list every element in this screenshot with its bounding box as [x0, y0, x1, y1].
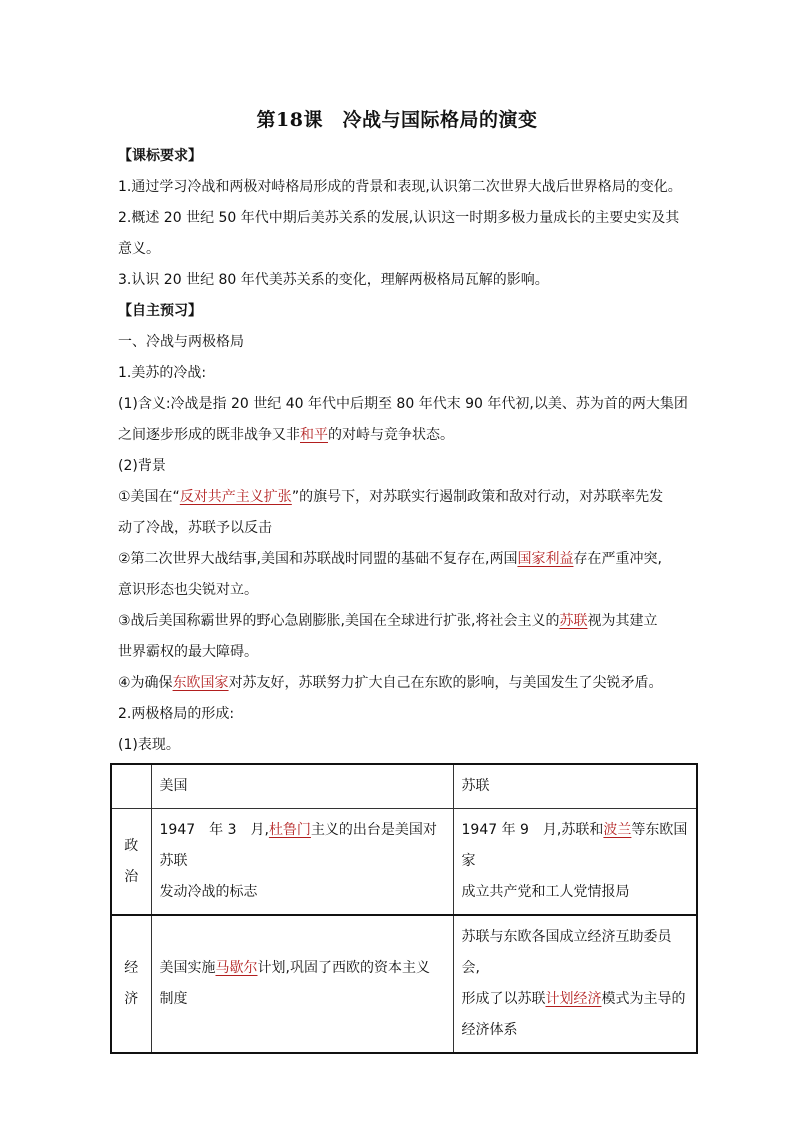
- table-header-su: 苏联: [453, 764, 697, 809]
- blank-answer: 东欧国家: [172, 675, 229, 691]
- cell-line: 苏联与东欧各国成立经济互助委员会,: [461, 929, 672, 976]
- blank-answer: 马歇尔: [215, 960, 258, 976]
- preview-heading: 【自主预习】: [118, 303, 202, 319]
- text: ”的旗号下，对苏联实行遏制政策和敌对行动，对苏联率先发: [291, 489, 664, 505]
- text: ③战后美国称霸世界的野心急剧膨胀,美国在全球进行扩张,将社会主义的: [118, 613, 560, 629]
- requirement-2-line1: 2.概述 20 世纪 50 年代中期后美苏关系的发展,认识这一时期多极力量成长的主要史实及其: [118, 210, 680, 226]
- blank-answer: 国家利益: [517, 551, 574, 567]
- item-2-heading: 2.两极格局的形成:: [118, 706, 235, 722]
- cell-line: [160, 953, 445, 984]
- text: 的对峙与竞争状态。: [328, 427, 454, 443]
- economy-su-cell: [453, 915, 697, 1053]
- cell-line: [462, 984, 689, 1015]
- requirement-2-line2: 意义。: [118, 241, 160, 257]
- text: 美国实施: [159, 960, 216, 976]
- table-row-politics: [111, 809, 697, 916]
- label-char: 济: [124, 991, 139, 1007]
- definition-line2: [118, 425, 454, 445]
- row-label-economy: [111, 915, 151, 1053]
- economy-us-cell: [151, 915, 453, 1053]
- part-1-heading: 一、冷战与两极格局: [118, 334, 244, 350]
- blank-answer: 反对共产主义扩张: [179, 489, 292, 505]
- politics-su-cell: [453, 809, 697, 916]
- text: ④为确保: [118, 675, 173, 691]
- text: 存在严重冲突,: [573, 551, 662, 567]
- requirements-heading: 【课标要求】: [118, 148, 202, 164]
- cell-line: 经济体系: [461, 1022, 518, 1038]
- label-char: 政: [124, 837, 139, 854]
- cell-line: [160, 815, 445, 877]
- text: 之间逐步形成的既非战争又非: [118, 427, 300, 443]
- requirement-1: 1.通过学习冷战和两极对峙格局形成的背景和表现,认识第二次世界大战后世界格局的变化。: [118, 179, 682, 195]
- cell-line: 发动冷战的标志: [159, 884, 258, 900]
- text: 形成了以苏联: [461, 991, 546, 1007]
- text: 计划,巩固了西欧的资本主义: [257, 960, 430, 976]
- background-3-line2: 世界霸权的最大障碍。: [118, 644, 258, 660]
- table-corner-cell: [111, 764, 151, 809]
- background-3-line1: [118, 611, 657, 631]
- comparison-table: [110, 763, 698, 1054]
- text: ①美国在“: [118, 489, 180, 505]
- cell-line: [462, 815, 689, 877]
- text: 等东欧国家: [461, 822, 688, 869]
- label-char: 治: [124, 868, 139, 885]
- item-1-heading: 1.美苏的冷战:: [118, 365, 207, 381]
- requirement-3: 3.认识 20 世纪 80 年代美苏关系的变化，理解两极格局瓦解的影响。: [118, 272, 549, 288]
- background-2-line1: [118, 549, 662, 569]
- blank-answer: 计划经济: [545, 991, 602, 1007]
- blank-answer: 杜鲁门: [268, 822, 311, 838]
- cell-line: 制度: [159, 991, 188, 1007]
- text: 对苏友好，苏联努力扩大自己在东欧的影响，与美国发生了尖锐矛盾。: [228, 675, 663, 691]
- table-row-economy: [111, 915, 697, 1053]
- row-label-politics: [111, 809, 151, 916]
- text: 视为其建立: [587, 613, 658, 629]
- table-header-us: 美国: [151, 764, 453, 809]
- background-2-line2: 意识形态也尖锐对立。: [118, 582, 258, 598]
- text: 1947 年 3 月,: [159, 822, 269, 838]
- background-1-line1: [118, 487, 663, 507]
- label-char: 经: [124, 960, 139, 976]
- text: 1947 年 9 月,苏联和: [461, 822, 604, 838]
- definition-line1: (1)含义:冷战是指 20 世纪 40 年代中后期至 80 年代末 90 年代初,以美、苏为首的两大集团: [118, 396, 688, 412]
- text: 主义的出台是美国对苏联: [159, 822, 437, 869]
- table-header-row: [111, 764, 697, 809]
- background-heading: (2)背景: [118, 458, 166, 474]
- blank-answer: 苏联: [559, 613, 588, 629]
- blank-answer: 波兰: [603, 822, 632, 838]
- item-2-1-heading: (1)表现。: [118, 737, 180, 753]
- politics-us-cell: [151, 809, 453, 916]
- background-4: [118, 673, 663, 693]
- text: 模式为主导的: [601, 991, 686, 1007]
- blank-answer: 和平: [300, 427, 328, 443]
- cell-line: 成立共产党和工人党情报局: [461, 884, 630, 900]
- page-title: 第18课 冷战与国际格局的演变: [256, 109, 538, 131]
- background-1-line2: 动了冷战，苏联予以反击: [118, 520, 272, 536]
- text: ②第二次世界大战结事,美国和苏联战时同盟的基础不复存在,两国: [118, 551, 518, 567]
